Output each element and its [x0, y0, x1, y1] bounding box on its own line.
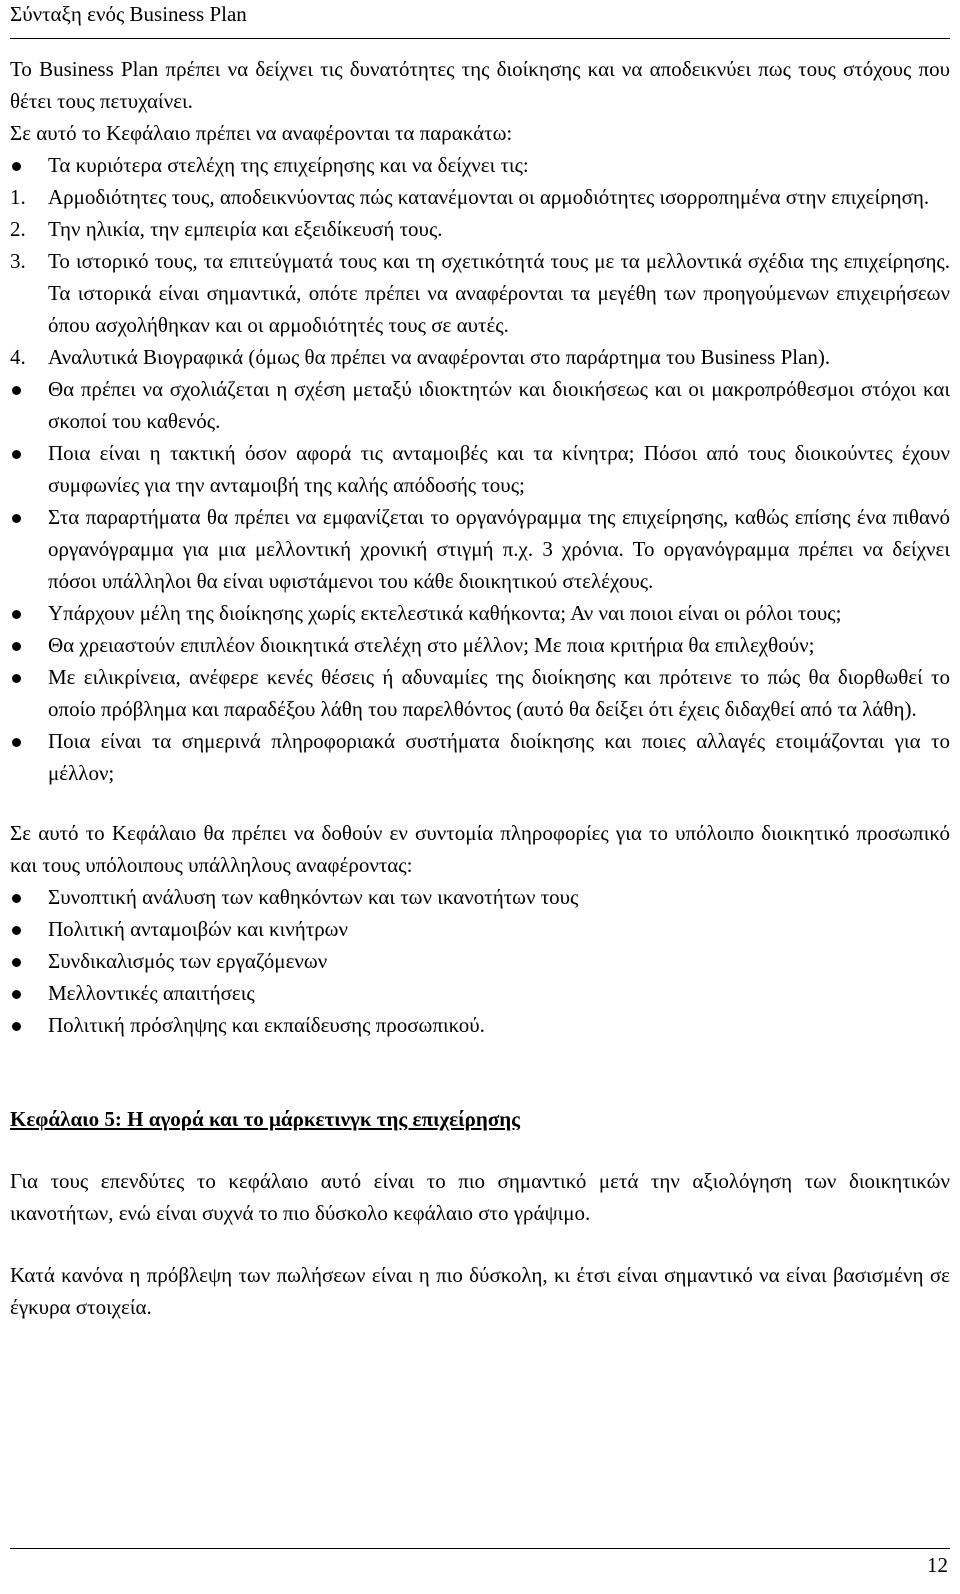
numbered-list	[10, 181, 950, 373]
bullet-dot-icon	[12, 990, 21, 999]
item-text: Αρμοδιότητες τους, αποδεικνύοντας πώς κατανέμονται οι αρμοδιότητες ισορροπημένα στην επιχείρηση.	[48, 185, 930, 209]
list-item	[10, 977, 950, 1009]
list-item	[10, 725, 950, 789]
page-footer	[10, 1548, 950, 1577]
bullet-dot-icon	[12, 642, 21, 651]
bullet-dot-icon	[12, 926, 21, 935]
list-item	[10, 1009, 950, 1041]
page-number: 12	[927, 1553, 948, 1577]
bullet-dot-icon	[12, 1022, 21, 1031]
bullet-dot-icon	[12, 894, 21, 903]
header-title: Σύνταξη ενός Business Plan	[10, 2, 247, 26]
item-text: Το ιστορικό τους, τα επιτεύγματά τους και τη σχετικότητά τους με τα μελλοντικά σχέδια της επιχείρησης. Τα ιστορικά είναι σημαντικά, οπότε πρέπει να αναφέρονται τα μεγέθη των προηγούμενων επιχειρήσεων όπου ασχολήθηκαν και οι αρμοδιότητές τους σε αυτές.	[48, 249, 950, 337]
spacer	[10, 1135, 950, 1165]
numbered-item	[10, 341, 950, 373]
chapter-heading-text: Κεφάλαιο 5: Η αγορά και το μάρκετινγκ της επιχείρησης	[10, 1107, 521, 1131]
list-item	[10, 501, 950, 597]
bullet-text: Πολιτική ανταμοιβών και κινήτρων	[48, 917, 348, 941]
chapter-paragraph-1: Για τους επενδύτες το κεφάλαιο αυτό είναι το πιο σημαντικό μετά την αξιολόγηση των διοικητικών ικανοτήτων, ενώ είναι συχνά το πιο δύσκολο κεφάλαιο στο γράψιμο.	[10, 1169, 950, 1225]
intro-paragraph-2: Σε αυτό το Κεφάλαιο πρέπει να αναφέρονται τα παρακάτω:	[10, 121, 513, 145]
bullet-dot-icon	[12, 162, 21, 171]
intro-paragraph-1: Το Business Plan πρέπει να δείχνει τις δυνατότητες της διοίκησης και να αποδεικνύει πως τους στόχους που θέτει τους πετυχαίνει.	[10, 57, 950, 113]
item-text: Αναλυτικά Βιογραφικά (όμως θα πρέπει να αναφέρονται στο παράρτημα του Business Plan).	[48, 345, 831, 369]
bullet-text: Ποια είναι η τακτική όσον αφορά τις ανταμοιβές και τα κίνητρα; Πόσοι από τους διοικούντες έχουν συμφωνίες για την ανταμοιβή της καλής απόδοσής τους;	[48, 441, 950, 497]
spacer	[10, 1041, 950, 1103]
item-number: 2.	[10, 217, 26, 241]
bullet-text: Τα κυριότερα στελέχη της επιχείρησης και να δείχνει τις:	[48, 153, 529, 177]
bullet-text: Με ειλικρίνεια, ανέφερε κενές θέσεις ή αδυναμίες της διοίκησης και πρότεινε το πώς θα διορθωθεί το οποίο πρόβλημα και παραδέξου λάθη του παρελθόντος (αυτό θα δείξει ότι έχεις διδαχθεί από τα λάθη).	[48, 665, 950, 721]
document-body	[10, 53, 950, 1323]
bullet-dot-icon	[12, 958, 21, 967]
bullet-dot-icon	[12, 450, 21, 459]
list-item	[10, 945, 950, 977]
list-item	[10, 881, 950, 913]
item-text: Την ηλικία, την εμπειρία και εξειδίκευσή τους.	[48, 217, 443, 241]
item-number: 1.	[10, 185, 26, 209]
numbered-item	[10, 181, 950, 213]
list-item	[10, 661, 950, 725]
bullet-text: Συνδικαλισμός των εργαζόμενων	[48, 949, 328, 973]
bullet-text: Μελλοντικές απαιτήσεις	[48, 981, 255, 1005]
bullet-text: Υπάρχουν μέλη της διοίκησης χωρίς εκτελεστικά καθήκοντα; Αν ναι ποιοι είναι οι ρόλοι τους;	[48, 601, 842, 625]
list-item	[10, 597, 950, 629]
list-item	[10, 913, 950, 945]
bullet-text: Στα παραρτήματα θα πρέπει να εμφανίζεται το οργανόγραμμα της επιχείρησης, καθώς επίσης ένα πιθανό οργανόγραμμα για μια μελλοντική χρονική στιγμή π.χ. 3 χρόνια. Το οργανόγραμμα πρέπει να δείχνει πόσοι υπάλληλοι θα είναι υφιστάμενοι του κάθε διοικητικού στελέχους.	[48, 505, 950, 593]
list-item	[10, 629, 950, 661]
spacer	[10, 1229, 950, 1259]
bullet-dot-icon	[12, 738, 21, 747]
chapter-paragraph-2: Κατά κανόνα η πρόβλεψη των πωλήσεων είναι η πιο δύσκολη, κι έτσι είναι σημαντικό να είναι βασισμένη σε έγκυρα στοιχεία.	[10, 1263, 950, 1319]
bullet-dot-icon	[12, 514, 21, 523]
spacer	[10, 789, 950, 817]
bullet-dot-icon	[12, 610, 21, 619]
staff-bullet-list	[10, 881, 950, 1041]
list-item	[10, 373, 950, 437]
item-number: 4.	[10, 345, 26, 369]
bullet-dot-icon	[12, 674, 21, 683]
bullet-text: Ποια είναι τα σημερινά πληροφοριακά συστήματα διοίκησης και ποιες αλλαγές ετοιμάζονται για το μέλλον;	[48, 729, 950, 785]
bullet-text: Θα χρειαστούν επιπλέον διοικητικά στελέχη στο μέλλον; Με ποια κριτήρια θα επιλεχθούν;	[48, 633, 815, 657]
numbered-item	[10, 245, 950, 341]
bullet-text: Πολιτική πρόσληψης και εκπαίδευσης προσωπικού.	[48, 1013, 485, 1037]
item-number: 3.	[10, 249, 26, 273]
numbered-item	[10, 213, 950, 245]
list-item	[10, 437, 950, 501]
bullet-text: Θα πρέπει να σχολιάζεται η σχέση μεταξύ ιδιοκτητών και διοικήσεως και οι μακροπρόθεσμοι στόχοι και σκοποί του καθενός.	[48, 377, 950, 433]
management-bullet-list	[10, 149, 950, 789]
chapter-heading	[10, 1103, 950, 1135]
bullet-text: Συνοπτική ανάλυση των καθηκόντων και των ικανοτήτων τους	[48, 885, 579, 909]
staff-intro-paragraph: Σε αυτό το Κεφάλαιο θα πρέπει να δοθούν εν συντομία πληροφορίες για το υπόλοιπο διοικητικό προσωπικό και τους υπόλοιπους υπάλληλους αναφέροντας:	[10, 821, 950, 877]
bullet-dot-icon	[12, 386, 21, 395]
page-header	[10, 0, 950, 39]
bullet-item-key-executives	[10, 149, 950, 373]
